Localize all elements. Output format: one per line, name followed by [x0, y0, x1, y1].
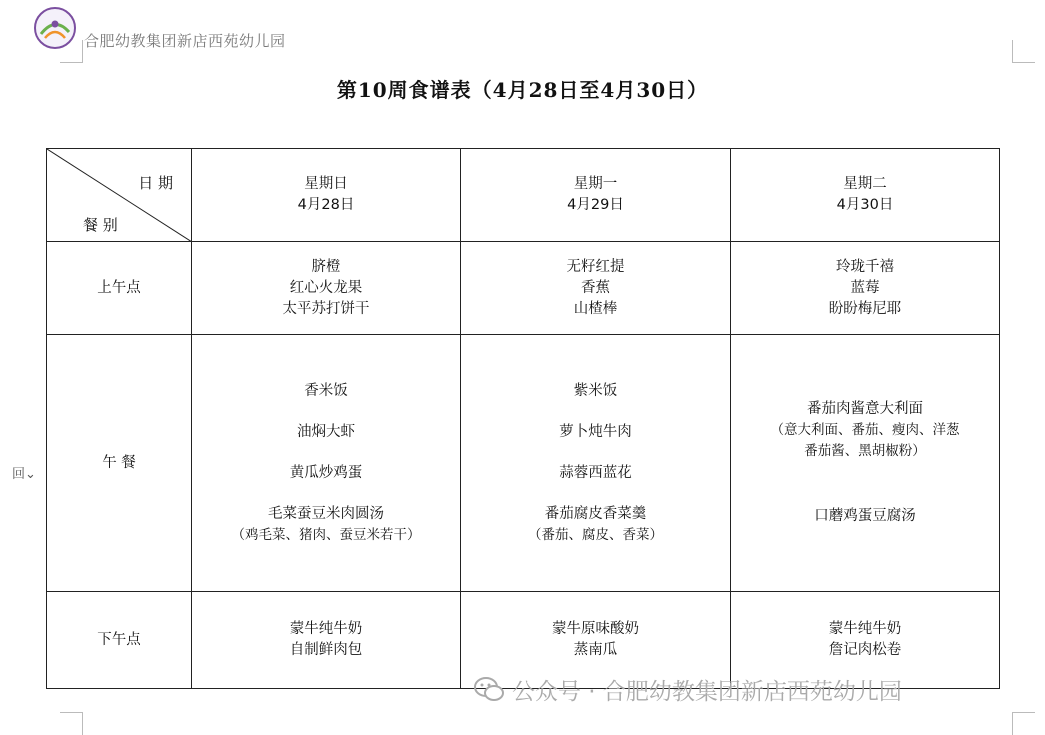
header-row: [47, 149, 1000, 242]
menu-item: 毛菜蚕豆米肉圆汤: [268, 505, 384, 522]
day-header-cell: [192, 149, 461, 242]
page-title: 第10周食谱表（4月28日至4月30日）: [336, 78, 709, 102]
menu-item: 萝卜炖牛肉: [559, 423, 632, 440]
menu-item: 蒜蓉西蓝花: [559, 464, 632, 481]
page-corner-mark: [60, 712, 83, 735]
menu-cell: [461, 242, 731, 335]
org-name: 合肥幼教集团新店西苑幼儿园: [84, 32, 286, 50]
menu-cell: [461, 335, 731, 592]
menu-item: 蒸南瓜: [573, 642, 618, 658]
menu-item: 蒙牛纯牛奶: [828, 621, 902, 637]
page-corner-mark: [1012, 712, 1035, 735]
ingredient-note: （番茄、腐皮、香菜）: [528, 526, 663, 543]
weekday-label: 星期一: [573, 176, 618, 192]
weekday-label: 星期二: [843, 176, 887, 192]
menu-cell: [192, 242, 461, 335]
menu-item: 香米饭: [304, 382, 348, 399]
menu-cell: [731, 242, 1000, 335]
menu-table: [46, 148, 1000, 689]
paragraph-menu-icon[interactable]: 回⌄: [12, 467, 36, 482]
page-corner-mark: [60, 40, 83, 63]
meal-axis-label: 餐 别: [83, 216, 118, 234]
wechat-icon: [472, 672, 506, 706]
menu-item: 无籽红提: [566, 258, 625, 275]
menu-item: 口蘑鸡蛋豆腐汤: [814, 508, 916, 524]
diagonal-line: [47, 149, 192, 242]
menu-item: 红心火龙果: [289, 279, 363, 296]
menu-item: 蒙牛纯牛奶: [289, 621, 363, 637]
day-header-cell: [461, 149, 731, 242]
menu-cell: [192, 592, 461, 689]
date-axis-label: 日 期: [138, 174, 173, 192]
menu-item: 玲珑千禧: [836, 258, 894, 275]
menu-item: 黄瓜炒鸡蛋: [289, 464, 363, 481]
menu-item: 太平苏打饼干: [282, 300, 370, 317]
ingredient-note: （鸡毛菜、猪肉、蚕豆米若干）: [231, 526, 421, 543]
menu-item: 山楂棒: [573, 300, 618, 317]
menu-item: 番茄肉酱意大利面: [807, 401, 923, 417]
menu-item: 脐橙: [311, 258, 341, 275]
menu-item: 蒙牛原味酸奶: [552, 621, 639, 637]
menu-item: 詹记肉松卷: [828, 642, 902, 658]
menu-item: 油焖大虾: [297, 423, 355, 440]
watermark-text: 公众号 · 合肥幼教集团新店西苑幼儿园: [512, 678, 902, 705]
menu-item: 紫米饭: [573, 382, 618, 399]
row-label: 上午点: [47, 242, 192, 335]
menu-item: 蓝莓: [850, 279, 880, 296]
ingredient-note: （意大利面、番茄、瘦肉、洋葱: [770, 422, 960, 438]
menu-item: 盼盼梅尼耶: [828, 300, 902, 317]
morning-snack-row: [47, 242, 1000, 335]
date-label: 4月28日: [297, 197, 355, 213]
page-corner-mark: [1012, 40, 1035, 63]
weekday-label: 星期日: [304, 176, 348, 192]
menu-item: 香蕉: [581, 279, 610, 296]
date-label: 4月29日: [567, 197, 624, 213]
menu-cell: [192, 335, 461, 592]
day-header-cell: [731, 149, 1000, 242]
row-label: 下午点: [47, 592, 192, 689]
date-label: 4月30日: [836, 197, 894, 213]
corner-header-cell: [47, 149, 192, 242]
lunch-row: [47, 335, 1000, 592]
menu-item: 番茄腐皮香菜羹: [544, 505, 647, 522]
ingredient-note: 番茄酱、黑胡椒粉）: [804, 443, 926, 459]
row-label: 午 餐: [47, 335, 192, 592]
menu-item: 自制鲜肉包: [289, 642, 363, 658]
menu-cell: [731, 335, 1000, 592]
wechat-watermark: [472, 672, 902, 706]
